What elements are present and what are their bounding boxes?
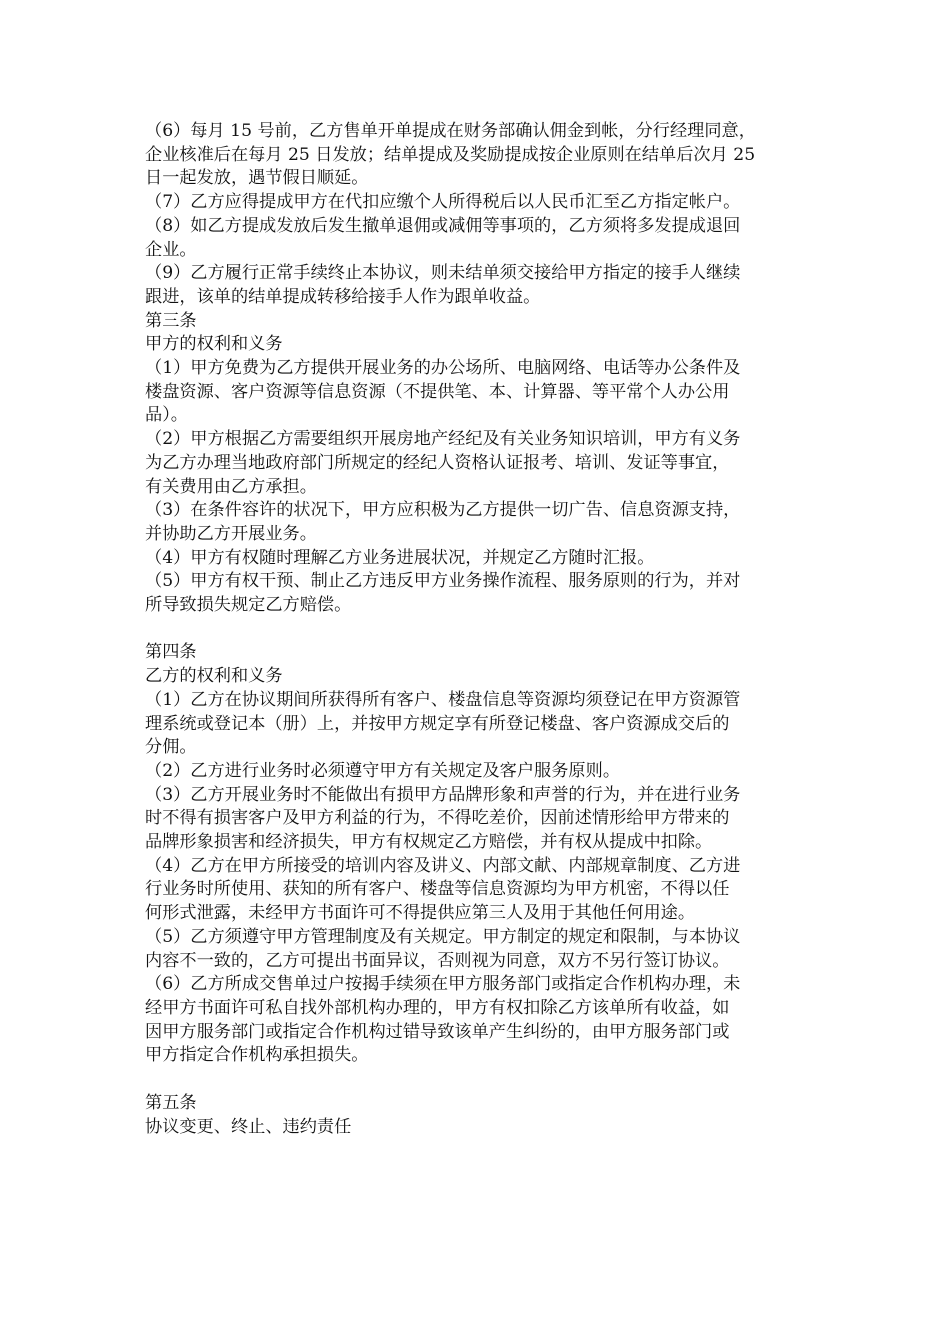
clause-4-item-2: （2）乙方进行业务时必须遵守甲方有关规定及客户服务原则。: [145, 760, 621, 781]
clause-3-item-4: （4）甲方有权随时理解乙方业务进展状况，并规定乙方随时汇报。: [145, 547, 655, 568]
clause-4-item-6: （6）乙方所成交售单过户按揭手续须在甲方服务部门或指定合作机构办理，未 经甲方书面许可私自找外部机构办理的，甲方有权扣除乙方该单所有收益，如 因甲方服务部门或指定合作机构过错导致该单产生纠纷的，由甲方服务部门或 甲方指定合作机构承担损失。: [145, 974, 741, 1066]
clause-3-item-5: （5）甲方有权干预、制止乙方违反甲方业务操作流程、服务原则的行为，并对 所导致损失规定乙方赔偿。: [145, 571, 741, 616]
blank-line: [145, 1068, 810, 1092]
clause-2-item-6: （6）每月 15 号前，乙方售单开单提成在财务部确认佣金到帐，分行经理同意， 企业核准后在每月 25 日发放；结单提成及奖励提成按企业原则在结单后次月 25 日一起发放，遇节假日顺延。: [145, 121, 756, 189]
article-5-title: 协议变更、终止、违约责任: [145, 1116, 352, 1137]
article-3-title: 甲方的权利和义务: [145, 334, 283, 355]
article-4-heading: 第四条: [145, 642, 197, 663]
clause-3-item-3: （3）在条件容许的状况下，甲方应积极为乙方提供一切广告、信息资源支持， 并协助乙方开展业务。: [145, 500, 741, 544]
blank-line: [145, 618, 810, 642]
clause-4-item-5: （5）乙方须遵守甲方管理制度及有关规定。甲方制定的规定和限制，与本协议 内容不一致的，乙方可提出书面异议，否则视为同意，双方不另行签订协议。: [145, 926, 741, 971]
clause-4-item-3: （3）乙方开展业务时不能做出有损甲方品牌形象和声誉的行为，并在进行业务 时不得有损害客户及甲方利益的行为，不得吃差价，因前述情形给甲方带来的 品牌形象损害和经济损失，甲方有权规定乙方赔偿，并有权从提成中扣除。: [145, 784, 741, 853]
article-5-heading: 第五条: [145, 1092, 197, 1113]
clause-2-item-9: （9）乙方履行正常手续终止本协议，则未结单须交接给甲方指定的接手人继续 跟进，该单的结单提成转移给接手人作为跟单收益。: [145, 263, 741, 307]
article-4-title: 乙方的权利和义务: [145, 666, 283, 687]
clause-4-item-1: （1）乙方在协议期间所获得所有客户、楼盘信息等资源均须登记在甲方资源管 理系统或登记本（册）上，并按甲方规定享有所登记楼盘、客户资源成交后的 分佣。: [145, 689, 741, 758]
clause-4-item-4: （4）乙方在甲方所接受的培训内容及讲义、内部文献、内部规章制度、乙方进 行业务时所使用、获知的所有客户、楼盘等信息资源均为甲方机密，不得以任 何形式泄露，未经甲方书面许可不得提供应第三人及用于其他任何用途。: [145, 855, 741, 924]
clause-3-item-1: （1）甲方免费为乙方提供开展业务的办公场所、电脑网络、电话等办公条件及 楼盘资源、客户资源等信息资源（不提供笔、本、计算器、等平常个人办公用 品）。: [145, 358, 741, 426]
clause-2-item-8: （8）如乙方提成发放后发生撤单退佣或减佣等事项的，乙方须将多发提成退回 企业。: [145, 215, 741, 260]
clause-3-item-2: （2）甲方根据乙方需要组织开展房地产经纪及有关业务知识培训，甲方有义务 为乙方办理当地政府部门所规定的经纪人资格认证报考、培训、发证等事宜， 有关费用由乙方承担。: [145, 429, 741, 497]
article-3-heading: 第三条: [145, 310, 197, 331]
clause-2-item-7: （7）乙方应得提成甲方在代扣应缴个人所得税后以人民币汇至乙方指定帐户。: [145, 192, 741, 213]
